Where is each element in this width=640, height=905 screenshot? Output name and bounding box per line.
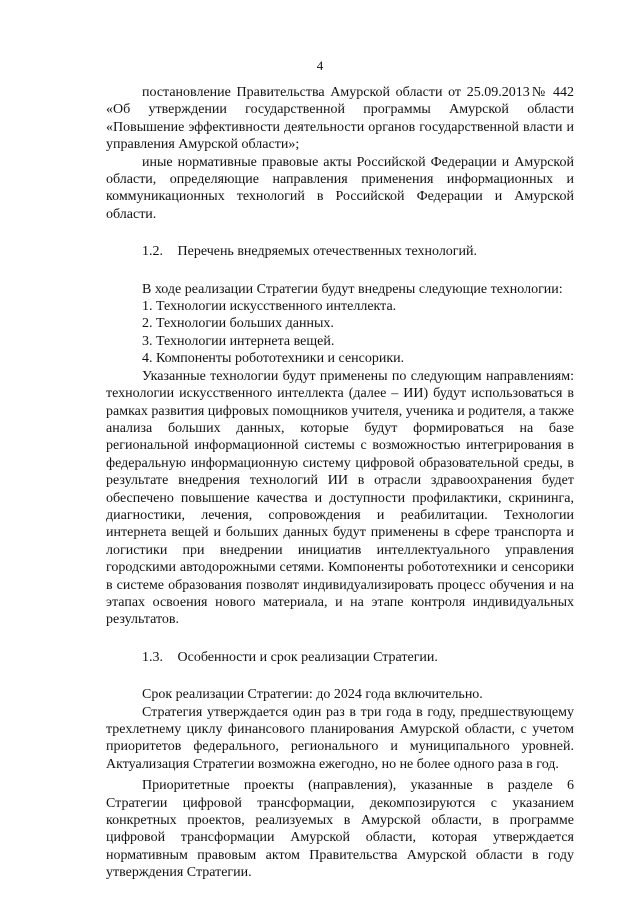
section-number: 1.2.: [142, 244, 163, 260]
technologies-intro: В ходе реализации Стратегии будут внедрены следующие технологии:: [142, 281, 563, 297]
technologies-application-paragraph: Указанные технологии будут применены по следующим направлениям: технологии искусственного интеллекта (далее – ИИ) будут использоваться в рамках развития цифровых помощников учителя, ученика и родителя, а также анализа больших данных, которые будут формироваться на базе региональной информационной системы с возможностью интегрирования в федеральную информационную систему цифровой образовательной среды, в результате внедрения технологий ИИ в отрасли здравоохранения будет обеспечено повышение качества и доступности профилактики, скрининга, диагностики, лечения, сопровождения и реабилитации. Технологии интернета вещей и больших данных будут применены в сфере транспорта и логистики при внедрении инициатив интеллектуального управления городскими автодорожными сетями. Компоненты робототехники и сенсорики в системе образования позволят индивидуализировать процесс обучения и на этапах освоения нового материала, и на этапе контроля индивидуальных результатов.: [106, 368, 574, 628]
list-item: 3. Технологии интернета вещей.: [142, 333, 335, 349]
strategy-term-paragraph: Срок реализации Стратегии: до 2024 года включительно.: [142, 687, 483, 703]
section-title: Особенности и срок реализации Стратегии.: [177, 649, 438, 665]
paragraph-other-acts: иные нормативные правовые акты Российской Федерации и Амурской области, определяющие направления применения информационных и коммуникационных технологий в Российской Федерации и Амурской области.: [106, 154, 574, 222]
list-item: 2. Технологии больших данных.: [142, 316, 334, 332]
priority-projects-paragraph: Приоритетные проекты (направления), указанные в разделе 6 Стратегии цифровой трансформации, декомпозируются с указанием конкретных проектов, реализуемых в Амурской области, в программе цифровой трансформации Амурской области, которая утверждается нормативным правовым актом Правительства Амурской области в году утверждения Стратегии.: [106, 778, 574, 881]
section-number: 1.3.: [142, 649, 163, 665]
paragraph-decree: постановление Правительства Амурской области от 25.09.2013№ 442 «Об утверждении государственной программы Амурской области «Повышение эффективности деятельности органов государственной власти и управления Амурской области»;: [106, 85, 574, 153]
section-heading-1-2: [106, 243, 574, 260]
list-item: 1. Технологии искусственного интеллекта.: [142, 299, 397, 315]
section-heading-1-3: [106, 649, 574, 666]
document-body: [106, 84, 574, 882]
section-title: Перечень внедряемых отечественных технологий.: [177, 244, 478, 260]
strategy-approval-paragraph: Стратегия утверждается один раз в три года в году, предшествующему трехлетнему циклу финансового планирования Амурской области, с учетом приоритетов федерального, регионального и муниципального уровней. Актуализация Стратегии возможна ежегодно, но не более одного раза в год.: [106, 704, 574, 772]
list-item: 4. Компоненты робототехники и сенсорики.: [142, 351, 405, 367]
page-number: 4: [316, 58, 324, 73]
